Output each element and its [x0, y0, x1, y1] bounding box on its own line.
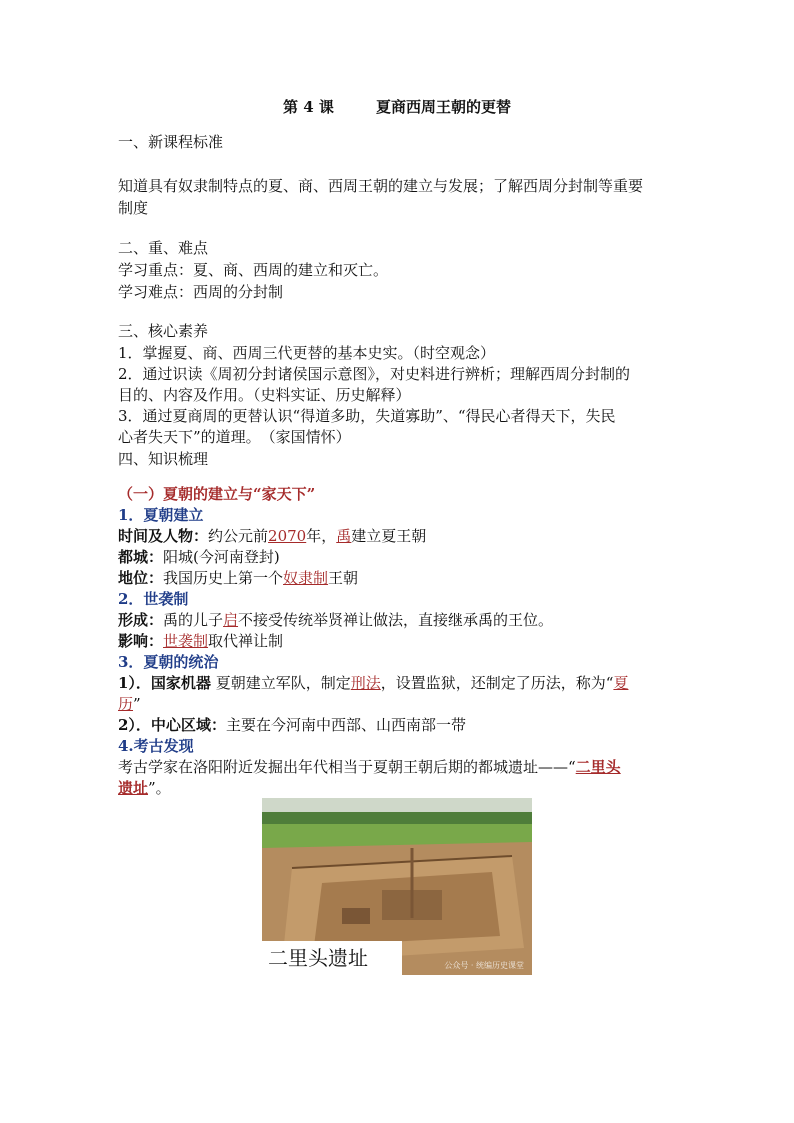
rule-state-machine-line	[118, 672, 628, 694]
literacy-item-3-line2: 心者失天下”的道理。 （家国情怀）	[118, 428, 351, 446]
xia-calendar-key-1: 夏	[613, 674, 629, 692]
status-text: 我国历史上第一个	[163, 569, 284, 587]
founding-capital-line	[118, 546, 280, 568]
rule-central-region-line	[118, 714, 466, 736]
erlitou-key-2: 遗址	[118, 779, 149, 797]
literacy-item-3-line1: 3．通过夏商周的更替认识“得道多助，失道寡助”、“得民心者得天下，失民	[118, 407, 616, 425]
status-label: 地位：	[118, 569, 164, 587]
tree-line	[262, 812, 532, 826]
section-heading-key-points: 二、重、难点	[118, 239, 209, 257]
archaeology-text-line2	[118, 777, 171, 799]
hereditary-key: 世袭制	[163, 632, 209, 650]
topic-heading-rule: 3．夏朝的统治	[118, 653, 219, 671]
quote-end: ”	[133, 695, 141, 713]
subsection-heading-xia: （一）夏朝的建立与“家天下”	[118, 485, 316, 503]
founding-status-line	[118, 567, 358, 589]
capital-label: 都城：	[118, 548, 164, 566]
year-key: 2070	[268, 527, 307, 545]
slavery-key: 奴隶制	[283, 569, 329, 587]
section-heading-core-literacy: 三、核心素养	[118, 322, 209, 340]
central-region-text: 主要在今河南中西部、山西南部一带	[225, 716, 466, 734]
central-region-label: 2）．中心区域：	[118, 716, 226, 734]
time-text-2: 年，	[306, 527, 337, 545]
key-point-difficulty: 学习难点：西周的分封制	[118, 283, 284, 301]
qi-key: 启	[223, 611, 239, 629]
page-title	[0, 96, 794, 118]
impact-text: 取代禅让制	[208, 632, 284, 650]
archaeology-text-line1	[118, 756, 621, 778]
hereditary-impact-line	[118, 630, 283, 652]
literacy-item-1: 1．掌握夏、商、西周三代更替的基本史实。（时空观念）	[118, 344, 496, 362]
photo-watermark: 公众号 · 统编历史课堂	[444, 961, 524, 970]
form-text-2: 不接受传统举贤禅让做法，直接继承禹的王位。	[238, 611, 554, 629]
literacy-item-2-line2: 目的、内容及作用。（史料实证、历史解释）	[118, 386, 411, 404]
form-text: 禹的儿子	[163, 611, 224, 629]
person-key: 禹	[336, 527, 352, 545]
rule-state-machine-line2	[118, 693, 141, 715]
section-heading-standards: 一、新课程标准	[118, 133, 224, 151]
topic-heading-founding: 1．夏朝建立	[118, 506, 204, 524]
status-text-2: 王朝	[328, 569, 359, 587]
topic-heading-archaeology: 4.考古发现	[118, 737, 194, 755]
state-machine-text: 夏朝建立军队，制定	[215, 674, 351, 692]
form-label: 形成：	[118, 611, 164, 629]
time-text: 约公元前	[208, 527, 269, 545]
literacy-item-2-line1: 2．通过识读《周初分封诸侯国示意图》，对史料进行辨析；理解西周分封制的	[118, 365, 631, 383]
key-point-focus: 学习重点：夏、商、西周的建立和灭亡。	[118, 261, 389, 279]
hereditary-form-line	[118, 609, 553, 631]
erlitou-site-photo	[262, 798, 532, 975]
standards-text-line2: 制度	[118, 199, 149, 217]
photo-caption: 二里头遗址	[262, 941, 402, 975]
lesson-name: 夏商西周王朝的更替	[375, 98, 511, 116]
topic-heading-hereditary: 2．世袭制	[118, 590, 189, 608]
state-machine-text-2: ，设置监狱，还制定了历法，称为“	[380, 674, 614, 692]
time-label: 时间及人物：	[118, 527, 209, 545]
time-text-3: 建立夏王朝	[351, 527, 427, 545]
archaeology-end: ”。	[148, 779, 171, 797]
erlitou-key-1: 二里头	[575, 758, 621, 776]
founding-time-line	[118, 525, 426, 547]
xia-calendar-key-2: 历	[118, 695, 134, 713]
impact-label: 影响：	[118, 632, 164, 650]
lesson-number: 第 4 课	[283, 98, 334, 116]
section-heading-knowledge: 四、知识梳理	[118, 450, 209, 468]
capital-text: 阳城(今河南登封)	[163, 548, 280, 566]
archaeology-text: 考古学家在洛阳附近发掘出年代相当于夏朝王朝后期的都城遗址——“	[118, 758, 576, 776]
standards-text-line1: 知道具有奴隶制特点的夏、商、西周王朝的建立与发展；了解西周分封制等重要	[118, 177, 644, 195]
criminal-law-key: 刑法	[350, 674, 381, 692]
state-machine-label: 1）．国家机器	[118, 674, 211, 692]
trench-2	[342, 908, 370, 924]
